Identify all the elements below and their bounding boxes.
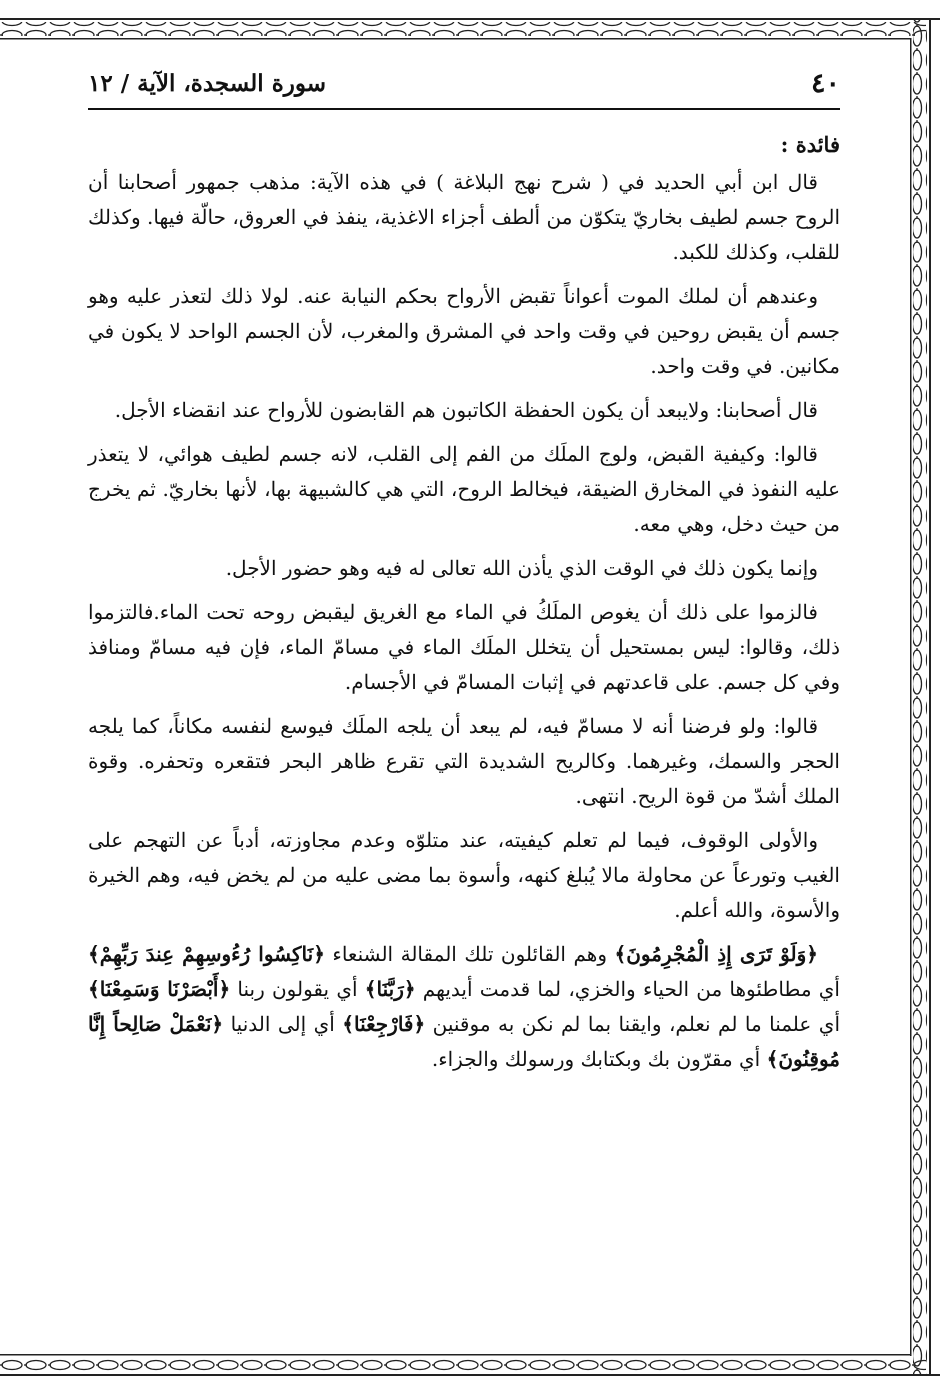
- paragraph: قال أصحابنا: ولايبعد أن يكون الحفظة الكاتبون هم القابضون للأرواح عند انقضاء الأجل.: [114, 398, 818, 422]
- paragraph: فالزموا على ذلك أن يغوص الملَكُ في الماء مع الغريق ليقبض روحه تحت الماء.فالتزموا ذلك، وقالوا: ليس بمستحيل أن يتخلل الملَك الماء في مسامّ الماء، فإن فيه مسامّ ومنافذ وفي كل جسم. على قاعدتهم في إثبات المسامّ في الأجسام.: [88, 600, 840, 694]
- quran-quote: ﴿نَاكِسُوا رُءُوسِهِمْ عِندَ رَبِّهِمْ﴾: [88, 942, 325, 966]
- quran-commentary-paragraph: [88, 937, 840, 1077]
- quran-quote: ﴿نَعْمَلْ صَالِحاً إِنَّا مُوقِنُونَ﴾: [88, 1012, 840, 1071]
- quran-quote: ﴿فَارْجِعْنَا﴾: [342, 1012, 426, 1036]
- paragraph: وإنما يكون ذلك في الوقت الذي يأذن الله تعالى له فيه وهو حضور الأجل.: [225, 556, 818, 580]
- quran-quote: ﴿رَبَّنَا﴾: [364, 977, 416, 1001]
- running-head: [88, 58, 840, 110]
- running-title: سورة السجدة، الآية / ١٢: [88, 70, 327, 97]
- commentary-text: وهم القائلون تلك المقالة الشنعاء: [324, 942, 615, 966]
- quran-quote: ﴿وَلَوْ تَرَى إِذِ الْمُجْرِمُونَ﴾: [614, 942, 818, 966]
- page-body: [88, 58, 840, 1348]
- paragraph: قال ابن أبي الحديد في ( شرح نهج البلاغة ) في هذه الآية: مذهب جمهور أصحابنا أن الروح جسم لطيف بخاريّ يتكوّن من ألطف أجزاء الاغذية، ينفذ في العروق، حالّة فيها. وكذلك للقلب، وكذلك للكبد.: [88, 170, 840, 264]
- paragraph: والأولى الوقوف، فيما لم تعلم كيفيته، عند متلوّه وعدم مجاوزته، أدباً عن التهجم على الغيب وتورعاً عن محاولة مالا يُبلغ كنهه، وأسوة بما مضى عليه من لم يخض فيه، وهم الخيرة والأسوة، والله أعلم.: [88, 828, 840, 922]
- quran-quote: ﴿أَبْصَرْنَا وَسَمِعْنَا﴾: [88, 977, 231, 1001]
- paragraph: قالوا: وكيفية القبض، ولوج الملَك من الفم إلى القلب، لانه جسم لطيف هوائي، لا يتعذر عليه النفوذ في المخارق الضيقة، فيخالط الروح، التي هي كالشبيهة بها، لأنها بخاريّ. ثم يخرج من حيث دخل، وهي معه.: [88, 442, 840, 536]
- commentary-text: أي مطاطئوها من الحياء والخزي، لما قدمت أيديهم: [415, 977, 840, 1001]
- page-number: ٤٠: [810, 68, 840, 99]
- commentary-text: أي يقولون ربنا: [230, 977, 365, 1001]
- paragraph: قالوا: ولو فرضنا أنه لا مسامّ فيه، لم يبعد أن يلجه الملَك فيوسع لنفسه مكاناً، كما يلجه الحجر والسمك، وغيرهما. وكالريح الشديدة التي تقرع ظاهر البحر فتقعره وتحفره. وقوة الملك أشدّ من قوة الريح. انتهى.: [88, 714, 840, 808]
- paragraph: وعندهم أن لملك الموت أعواناً تقبض الأرواح بحكم النيابة عنه. لولا ذلك لتعذر عليه وهو جسم أن يقبض روحين في وقت واحد في المشرق والمغرب، لأن الجسم الواحد لا يكون في مكانين. في وقت واحد.: [88, 284, 840, 378]
- section-heading: فائدة :: [780, 132, 840, 157]
- commentary-text: أي علمنا ما لم نعلم، وايقنا بما لم نكن به موقنين: [425, 1012, 840, 1036]
- commentary-text: أي مقرّون بك وبكتابك ورسولك والجزاء.: [431, 1047, 767, 1071]
- commentary-text: أي إلى الدنيا: [223, 1012, 343, 1036]
